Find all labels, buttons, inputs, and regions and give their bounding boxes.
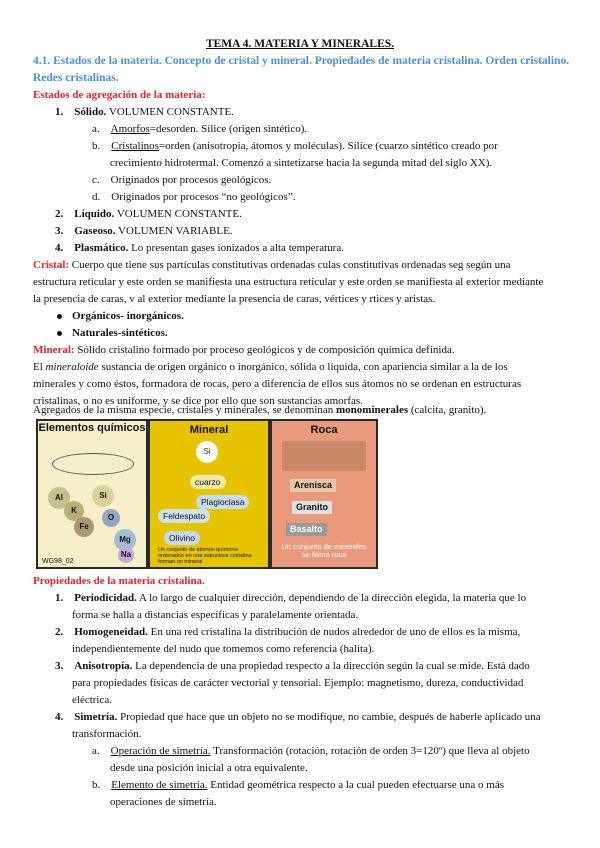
elements-heading: Elementos químicos [38, 422, 146, 434]
atom-orbit-icon [52, 453, 134, 475]
state-item-plasma: 4. Plasmático. Lo presentan gases ionizados a alta temperatura. [55, 242, 344, 254]
props-heading: Propiedades de la materia cristalina. [33, 575, 205, 587]
bullet-dot [57, 314, 62, 319]
mineral-feldespato: Feldespato [158, 509, 210, 523]
elements-panel [38, 421, 146, 567]
mineral-note: Un conjunto de átomos químicos ordenados en una estructura cristalina forman un mineral [158, 547, 252, 565]
prop-anisotropia: 3. Anisotropía. La dependencia de una propiedad respecto a la dirección según la cual se mide. Está dado [55, 660, 530, 672]
sym-sub-b: b. Elemento de simetría. Entidad geométrica respecto a la cual pueden efectuarse una o más [92, 779, 505, 791]
rock-note: Un conjunto de minerales se llama roca [281, 542, 367, 559]
prop-simetria: 4. Simetría. Propiedad que hace que un objeto no se modifique, no cambie, después de haberle aplicado una [55, 711, 541, 723]
element-k: K [64, 501, 84, 521]
rock-granito: Granito [292, 501, 332, 514]
sym-sub-b-cont: operaciones de simetría. [110, 796, 217, 808]
mineral-heading: Mineral [189, 424, 229, 436]
rock-texture-icon [282, 441, 366, 471]
bullet-dot [57, 331, 62, 336]
element-si: Si [92, 485, 114, 507]
element-o: O [102, 509, 120, 527]
solid-sub-d: d. Originados por procesos “no geológicos”. [92, 191, 296, 203]
state-item-liquid: 2. Líquido. VOLUMEN CONSTANTE. [55, 208, 242, 220]
mineral-cuarzo: cuarzo [190, 475, 226, 489]
prop-simetria-cont: transformación. [72, 728, 142, 740]
prop-anisotropia-cont2: eléctrica. [72, 694, 112, 706]
si-atom-icon: Si [196, 441, 218, 463]
solid-sub-a: a. Amorfos=desorden. Sílice (origen sintético). [92, 123, 308, 135]
agregados-paragraph: Agregados de la misma especie, cristales y minerales, se denominan monominerales (calcita, granito). [33, 404, 487, 416]
mineral-definition: Mineral: Sólido cristalino formado por proceso geológicos y de composición química definida. [33, 344, 455, 356]
cristal-definition: Cristal: Cuerpo que tiene sus partículas constitutivas ordenadas culas constitutivas ordenadas seg según una estructura reticular y este orden se manifiesta una estructura reticular y este orden se manifiesta al exterior mediante la presencia de caras, v al exterior mediante la presencia de caras, vértices y rtices y aristas. [33, 259, 544, 305]
rock-heading: Roca [310, 424, 338, 436]
sym-sub-a-cont: desde una posición inicial a otra equivalente. [110, 762, 308, 774]
elements-mineral-rock-figure [36, 419, 378, 569]
element-al: Al [48, 487, 70, 509]
section-heading-4-1: 4.1. Estados de la materia. Concepto de cristal y mineral. Propiedades de materia cristalina. Orden cristalino. Redes cristalinas. [33, 55, 570, 84]
mineral-olivino: Olivino [164, 531, 200, 545]
bullet-natural: Naturales-sintéticos. [72, 327, 168, 339]
mineral-plagioclasa: Plagioclasa [196, 495, 249, 509]
state-item-solid: 1. Sólido. VOLUMEN CONSTANTE. [55, 106, 234, 118]
state-item-gas: 3. Gaseoso. VOLUMEN VARIABLE. [55, 225, 233, 237]
solid-sub-b-cont: crecimiento hidrotermal. Comenzó a sintetizarse hacia la segunda mitad del siglo XX). [110, 157, 493, 169]
prop-homogeneidad: 2. Homogeneidad. En una red cristalina la distribución de nudos alrededor de uno de ellos es la misma, [55, 626, 521, 638]
element-mg: Mg [114, 529, 136, 551]
mineraloide-definition: El mineraloide sustancia de origen orgánico o inorgánico, sólida o líquida, con apariencia similar a la de los minerales y como éstos, formadora de rocas, pero a diferencia de ellos sus átomos no se ordenan en estructuras cristalinas, o no es uniforme, y se dice por ello que son sustancias amorfas. [33, 361, 522, 407]
rock-arenisca: Arenisca [290, 479, 336, 492]
prop-homogeneidad-cont: independientemente del nudo que tomemos como referencia (halita). [72, 643, 375, 655]
figure-credit: WG98_02 [42, 558, 74, 565]
sym-sub-a: a. Operación de simetría. Transformación (rotación, rotación de orden 3=120º) que lleva al objeto [92, 745, 530, 757]
solid-sub-c: c. Originados por procesos geológicos. [92, 174, 272, 186]
rock-panel [272, 421, 376, 567]
document-title: TEMA 4. MATERIA Y MINERALES. [205, 38, 395, 50]
solid-sub-b: b. Cristalinos=orden (anisotropía, átomos y moléculas). Sílice (cuarzo sintético creado por [92, 140, 498, 152]
states-heading: Estados de agregación de la materia: [33, 89, 206, 101]
mineral-panel [150, 421, 268, 567]
element-fe: Fe [74, 517, 94, 537]
bullet-organic: Orgánicos- inorgánicos. [72, 310, 184, 322]
prop-periodicidad-cont: forma se halla a distancias específicas y paralelamente orientada. [72, 609, 359, 621]
element-na: Na [118, 547, 134, 563]
prop-anisotropia-cont: para propiedades físicas de carácter vectorial y tensorial. Ejemplo: magnetismo, dureza, conductividad [72, 677, 524, 689]
prop-periodicidad: 1. Periodicidad. A lo largo de cualquier dirección, dependiendo de la dirección elegida, la materia que lo [55, 592, 527, 604]
rock-basalto: Basalto [286, 523, 327, 536]
